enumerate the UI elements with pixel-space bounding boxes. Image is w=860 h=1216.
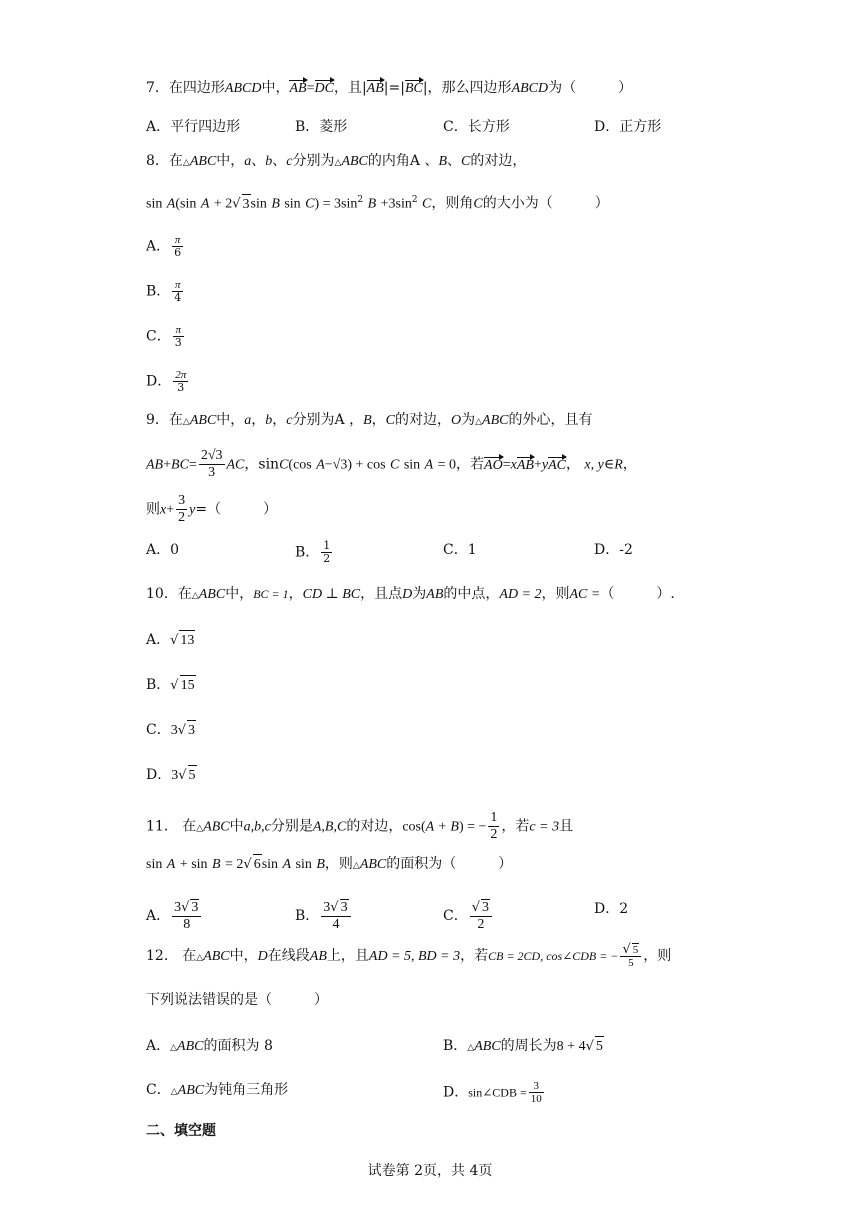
q9-option-c[interactable]: C．1 [443, 542, 477, 558]
q7-option-d[interactable]: D．正方形 [594, 119, 662, 135]
q12-option-a[interactable]: A．△ABC的面积为 8 [146, 1038, 273, 1054]
q10-stem: 10．在△ABC中，BC = 1，CD ⊥ BC，且点D为AB的中点，AD = 2，则AC =（ ）. [146, 586, 675, 602]
q12-option-d[interactable]: D．sin∠CDB = $\frac{3}{10}$ [443, 1080, 542, 1105]
vector-dc: DC [315, 79, 334, 99]
q9-option-d[interactable]: D．-2 [594, 542, 633, 558]
q11-option-a[interactable]: A． $\frac{3√ 3}{8}$ [146, 899, 203, 933]
q10-option-b[interactable]: B．√ 15 [146, 675, 196, 696]
q11-option-d[interactable]: D．2 [594, 901, 629, 917]
vector-ab: AB [289, 79, 306, 99]
q9-option-b[interactable]: B． $\frac{1}{2}$ [295, 539, 331, 565]
q11-stem-line2: sin A + sin B = 2√ 6sin A sin B，则△ABC的面积为（ ） [146, 854, 512, 876]
q12-option-b[interactable]: B．△ABC的周长为8 + 4√ 5 [443, 1036, 604, 1058]
q7-option-b[interactable]: B．菱形 [295, 119, 348, 135]
q7-option-c[interactable]: C．长方形 [443, 119, 510, 135]
q8-stem-line1: 8．在△ABC中，a、b、c分别为△ABC的内角A 、B、C的对边， [146, 153, 527, 169]
q7-stem: 7．在四边形ABCD中，AB=DC，且|AB|=|BC|，那么四边形ABCD为（ ） [146, 78, 632, 99]
q11-option-c[interactable]: C． $\frac{√ 3}{2}$ [443, 899, 494, 933]
page-footer: 试卷第 2页，共 4页 [367, 1163, 493, 1179]
q10-option-a[interactable]: A．√ 13 [146, 630, 195, 651]
q8-option-d[interactable]: D． $\frac{2\pi}{3}$ [146, 369, 187, 394]
q9-option-a[interactable]: A．0 [146, 542, 180, 558]
q12-stem-line1: 12． 在△ABC中，D在线段AB上，且AD = 5, BD = 3，若CB = 2CD, cos∠CDB = − $\frac{√ 5}{5}$ ，则 [146, 942, 672, 969]
q12-stem-line2: 下列说法错误的是（ ） [146, 992, 328, 1008]
q11-option-b[interactable]: B． $\frac{3√ 3}{4}$ [295, 899, 353, 933]
q7-option-a[interactable]: A．平行四边形 [146, 119, 241, 135]
q8-option-c[interactable]: C． $\frac{\pi}{3}$ [146, 324, 182, 349]
q9-stem-line2: AB+BC= $\frac{2√3}{3}$ AC，sinC(cos A−√3) + cos C sin A = 0，若AO=xAB+yAC， x, y∈R， [146, 448, 637, 480]
q12-option-c[interactable]: C．△ABC为钝角三角形 [146, 1082, 289, 1098]
q8-stem-line2: sin A(sin A + 2√ 3sin B $\sin C) = 3\sin^2$ $B +3\sin^2$ C，则角C的大小为（ ） [146, 190, 609, 215]
q11-stem-line1: 11． 在△ABC中a,b,c分别是A,B,C的对边，cos(A + B) = − $\frac{1}{2}$ ，若c = 3且 [146, 810, 574, 842]
q9-stem-line1: 9．在△ABC中，a，b，c分别为A ，B，C的对边，O为△ABC的外心，且有 [146, 412, 593, 428]
q8-option-b[interactable]: B． $\frac{\pi}{4}$ [146, 279, 182, 304]
q9-stem-line3: 则x+ $\frac{3}{2}$ y=（ ） [146, 493, 278, 525]
q10-option-c[interactable]: C．3√ 3 [146, 720, 196, 741]
q8-option-a[interactable]: A． $\frac{\pi}{6}$ [146, 234, 182, 259]
q10-option-d[interactable]: D．3√ 5 [146, 765, 197, 786]
section-heading-fill-in: 二、填空题 [146, 1123, 216, 1139]
